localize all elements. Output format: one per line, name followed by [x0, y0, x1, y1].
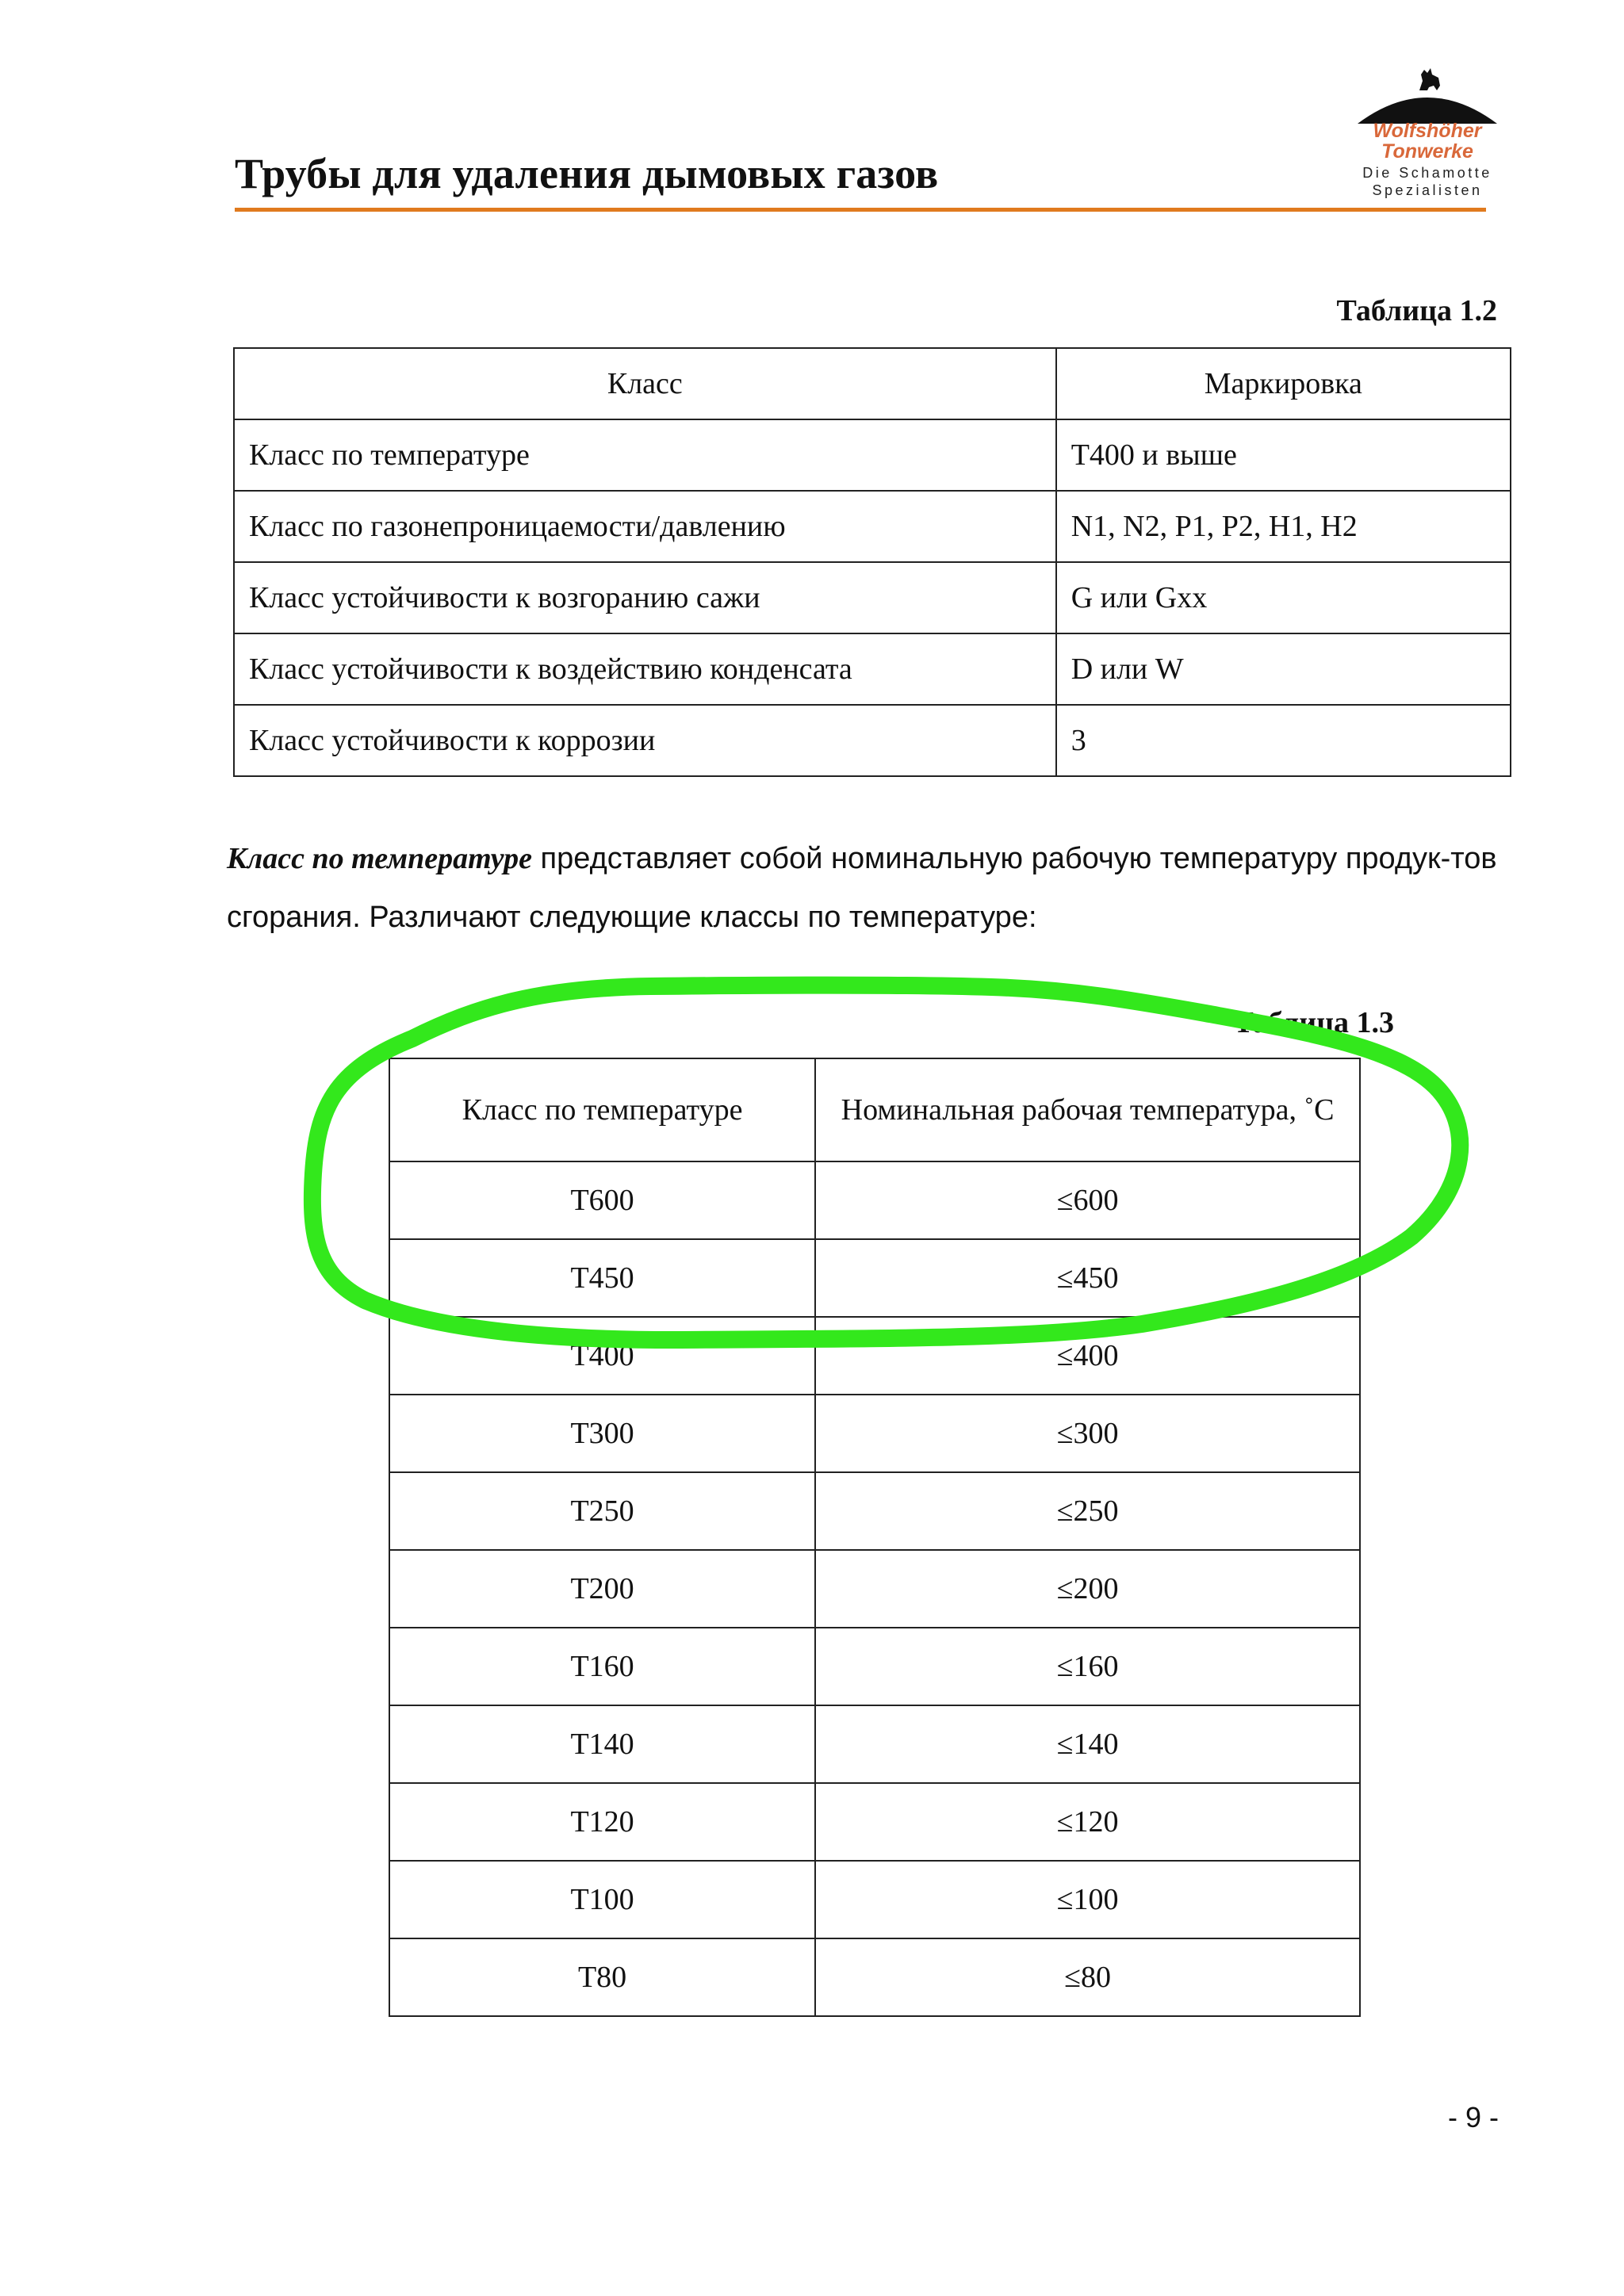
- table-row: [389, 1239, 1360, 1317]
- page-number: - 9 -: [1447, 2101, 1499, 2133]
- table-row: [389, 1705, 1360, 1783]
- temperature-class-cell: Т300: [389, 1395, 815, 1472]
- temperature-class-cell: Т160: [389, 1628, 815, 1705]
- class-cell: Класс устойчивости к коррозии: [234, 705, 1056, 776]
- temperature-class-cell: Т600: [389, 1161, 815, 1239]
- table-1-3-caption: Таблица 1.3: [1233, 1006, 1394, 1039]
- table-row: [389, 1472, 1360, 1550]
- nominal-temperature-cell: ≤300: [815, 1395, 1360, 1472]
- table-row: [234, 491, 1511, 562]
- nominal-temperature-cell: ≤250: [815, 1472, 1360, 1550]
- paragraph-text: представляет собой номинальную рабочую температуру продук-тов сгорания. Различают следующие классы по температуре:: [227, 842, 1497, 934]
- nominal-temperature-cell: ≤160: [815, 1628, 1360, 1705]
- temperature-class-cell: Т200: [389, 1550, 815, 1628]
- temperature-class-cell: Т250: [389, 1472, 815, 1550]
- table-row: [234, 562, 1511, 633]
- column-header: Маркировка: [1056, 348, 1511, 419]
- temperature-class-cell: Т80: [389, 1938, 815, 2016]
- company-logo: [1351, 51, 1503, 201]
- table-row: [234, 705, 1511, 776]
- column-header: Класс по температуре: [389, 1058, 815, 1161]
- marking-cell: D или W: [1056, 633, 1511, 705]
- table-header-row: [234, 348, 1511, 419]
- temperature-class-cell: Т450: [389, 1239, 815, 1317]
- logo-tagline-line1: Die Schamotte: [1362, 165, 1492, 181]
- class-cell: Класс по температуре: [234, 419, 1056, 491]
- column-header: Класс: [234, 348, 1056, 419]
- class-cell: Класс по газонепроницаемости/давлению: [234, 491, 1056, 562]
- nominal-temperature-cell: ≤450: [815, 1239, 1360, 1317]
- table-row: [389, 1861, 1360, 1938]
- table-row: [389, 1550, 1360, 1628]
- table-row: [389, 1938, 1360, 2016]
- table-row: [389, 1161, 1360, 1239]
- nominal-temperature-cell: ≤100: [815, 1861, 1360, 1938]
- table-1-2: [233, 347, 1511, 777]
- temperature-class-cell: Т400: [389, 1317, 815, 1395]
- logo-brand-line2: Tonwerke: [1381, 140, 1473, 163]
- temperature-class-cell: Т100: [389, 1861, 815, 1938]
- table-row: [234, 419, 1511, 491]
- logo-tagline-line2: Spezialisten: [1372, 182, 1483, 198]
- temperature-class-cell: Т140: [389, 1705, 815, 1783]
- table-header-row: [389, 1058, 1360, 1161]
- column-header: Номинальная рабочая температура, ˚С: [815, 1058, 1360, 1161]
- marking-cell: N1, N2, P1, P2, H1, H2: [1056, 491, 1511, 562]
- page-title: Трубы для удаления дымовых газов: [235, 150, 939, 197]
- table-row: [234, 633, 1511, 705]
- table-row: [389, 1317, 1360, 1395]
- nominal-temperature-cell: ≤400: [815, 1317, 1360, 1395]
- class-cell: Класс устойчивости к воздействию конденсата: [234, 633, 1056, 705]
- marking-cell: Т400 и выше: [1056, 419, 1511, 491]
- temperature-class-cell: Т120: [389, 1783, 815, 1861]
- table-row: [389, 1783, 1360, 1861]
- nominal-temperature-cell: ≤140: [815, 1705, 1360, 1783]
- table-row: [389, 1628, 1360, 1705]
- marking-cell: G или Gxx: [1056, 562, 1511, 633]
- paragraph-lead-term: Класс по температуре: [227, 842, 532, 875]
- nominal-temperature-cell: ≤120: [815, 1783, 1360, 1861]
- marking-cell: 3: [1056, 705, 1511, 776]
- nominal-temperature-cell: ≤200: [815, 1550, 1360, 1628]
- nominal-temperature-cell: ≤600: [815, 1161, 1360, 1239]
- table-row: [389, 1395, 1360, 1472]
- table-1-2-caption: Таблица 1.2: [1336, 294, 1497, 327]
- header-rule: [235, 208, 1486, 212]
- body-paragraph: [227, 829, 1511, 947]
- nominal-temperature-cell: ≤80: [815, 1938, 1360, 2016]
- logo-brand-line1: Wolfshöher: [1373, 120, 1482, 142]
- table-1-3: [389, 1058, 1361, 2017]
- class-cell: Класс устойчивости к возгоранию сажи: [234, 562, 1056, 633]
